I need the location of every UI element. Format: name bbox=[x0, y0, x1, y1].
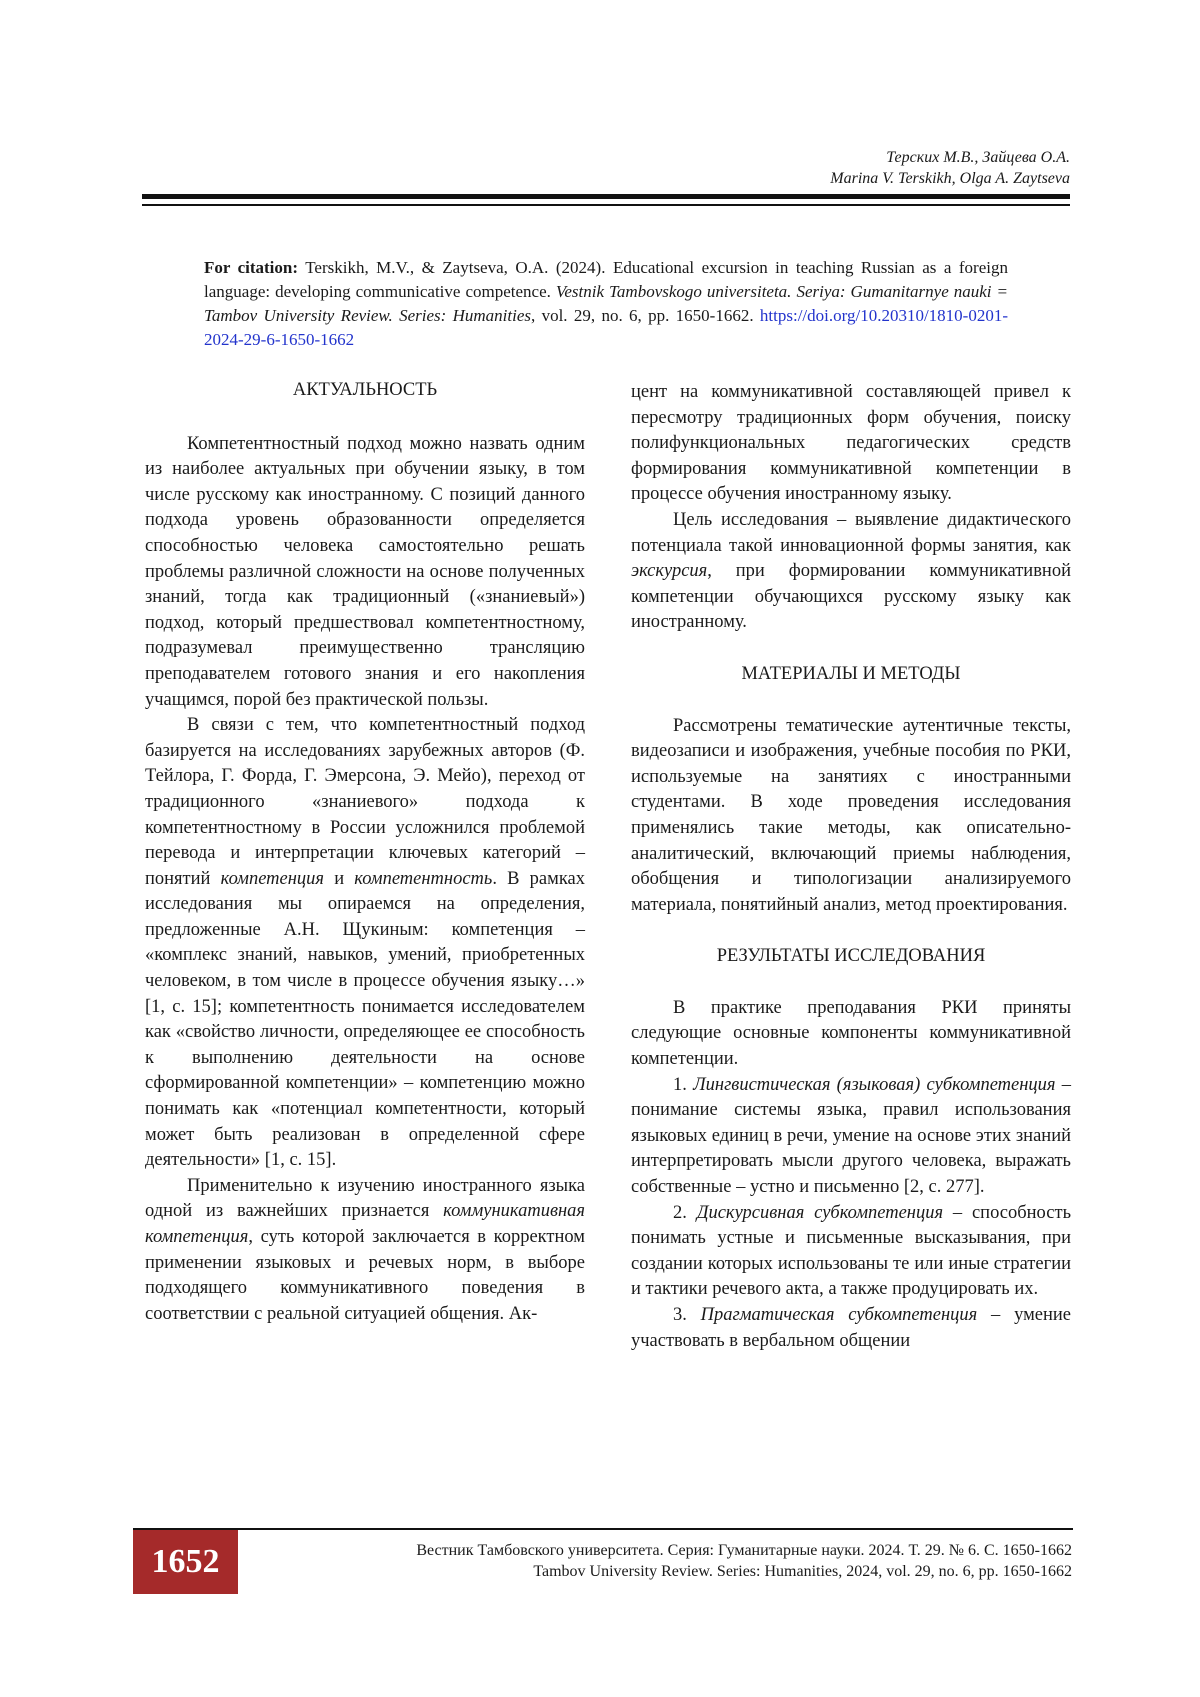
header-authors-en: Marina V. Terskikh, Olga A. Zaytseva bbox=[830, 170, 1070, 187]
header-rule-thin bbox=[142, 204, 1070, 206]
text-run: Применительно к изучению иностранного языка одной из важнейших признается bbox=[145, 1175, 585, 1222]
running-footer bbox=[416, 1540, 1072, 1582]
footer-rule bbox=[133, 1528, 1073, 1530]
term-italic: Прагматическая субкомпетенция bbox=[700, 1305, 978, 1325]
paragraph bbox=[631, 508, 1071, 636]
list-item bbox=[631, 1201, 1071, 1303]
text-run: Цель исследования – выявление дидактического потенциала такой инновационной формы занятия, как bbox=[631, 509, 1071, 556]
text-run: – умение участвовать в вербальном общении bbox=[631, 1305, 1072, 1351]
paragraph: Рассмотрены тематические аутентичные тексты, видеозаписи и изображения, учебные пособия по РКИ, используемые на занятиях с иностранными студентами. В ходе проведения исследования применялись такие методы, как описательно-аналитический, включающий приемы наблюдения, обобщения и типологизации анализируемого материала, понятийный анализ, метод проектирования. bbox=[631, 715, 1071, 915]
footer-line-ru: Вестник Тамбовского университета. Серия: Гуманитарные науки. 2024. Т. 29. № 6. С. 1650-1662 bbox=[416, 1542, 1072, 1559]
text-run: – способность понимать устные и письменные высказывания, при создании которых использованы те или иные стратегии и тактики речевого акта, а также продуцировать их. bbox=[631, 1202, 1072, 1300]
paragraph: В практике преподавания РКИ приняты следующие основные компоненты коммуникативной компетенции. bbox=[631, 997, 1071, 1070]
paragraph: цент на коммуникативной составляющей привел к пересмотру традиционных форм обучения, поиску полифункциональных педагогических средств формирования коммуникативной компетенции в процессе обучения иностранному языку. bbox=[631, 382, 1071, 505]
left-column bbox=[145, 378, 585, 1327]
item-number: 3. bbox=[673, 1305, 701, 1325]
citation-journal: Vestnik Tambovskogo universiteta. Seriya: Gumanitarnye nauki = Tambov University Review. Series: Humanities bbox=[204, 282, 1008, 325]
section-heading-results: РЕЗУЛЬТАТЫ ИССЛЕДОВАНИЯ bbox=[716, 946, 986, 967]
term-italic: компетентность bbox=[354, 868, 493, 889]
text-run: . В рамках исследования мы опираемся на определения, предложенные А.Н. Щукиным: компетенция – «комплекс знаний, навыков, умений, приобретенных человеком, в том числе в процессе обучения языку…» [1, с. 15]; компетентность понимается исследователем как «свойство личности, определяющее ее способность к выполнению деятельности на основе сформированной компетенции» – компетенцию можно понимать как «потенциал компетентности, который может быть реализован в определенной сфере деятельности» [1, с. 15]. bbox=[145, 868, 585, 1171]
text-run: , суть которой заключается в корректном применении языковых и речевых норм, в выборе подходящего коммуникативного поведения в соответствии с реальной ситуацией общения. Ак- bbox=[145, 1227, 585, 1324]
item-number: 2. bbox=[673, 1202, 697, 1223]
paragraph bbox=[145, 1174, 585, 1328]
section-heading-methods: МАТЕРИАЛЫ И МЕТОДЫ bbox=[741, 663, 961, 684]
term-italic: экскурсия bbox=[631, 561, 708, 582]
citation-label: For citation: bbox=[204, 258, 299, 277]
citation-block bbox=[204, 256, 1008, 352]
header-rule-thick bbox=[142, 194, 1070, 199]
text-run: – понимание системы языка, правил использования языковых единиц в речи, умение на основе этих знаний интерпретировать мысли другого человека, выражать собственные – устно и письменно [2, с. 277]. bbox=[631, 1074, 1072, 1198]
item-number: 1. bbox=[673, 1074, 694, 1095]
paragraph: Компетентностный подход можно назвать одним из наиболее актуальных при обучении языку, в том числе русскому как иностранному. С позиций данного подхода уровень образованности определяется способностью человека самостоятельно решать проблемы различной сложности на основе полученных знаний, тогда как традиционный («знаниевый») подход, который предшествовал компетентностному, подразумевал преимущественно трансляцию преподавателем готового знания и его накопления учащимся, порой без практической пользы. bbox=[145, 433, 585, 710]
doi-link[interactable]: https://doi.org/10.20310/1810-0201-2024-29-6-1650-1662 bbox=[204, 306, 1008, 349]
citation-text-2: , vol. 29, no. 6, pp. 1650-1662. bbox=[531, 306, 760, 325]
footer-line-en: Tambov University Review. Series: Humanities, 2024, vol. 29, no. 6, pp. 1650-1662 bbox=[533, 1563, 1072, 1580]
text-run: , при формировании коммуникативной компетенции обучающихся русскому языку как иностранному. bbox=[631, 561, 1071, 633]
text-run: и bbox=[324, 868, 355, 889]
list-item bbox=[631, 1073, 1071, 1201]
section-heading-relevance: АКТУАЛЬНОСТЬ bbox=[292, 380, 438, 400]
term-italic: Дискурсивная субкомпетенция bbox=[696, 1202, 944, 1223]
paragraph bbox=[145, 713, 585, 1174]
right-column bbox=[631, 380, 1071, 1354]
citation-text-1: Terskikh, M.V., & Zaytseva, O.A. (2024). Educational excursion in teaching Russian as a foreign language: developing communicative competence. bbox=[204, 258, 1008, 301]
running-header bbox=[830, 147, 1070, 189]
term-italic: коммуникативная компетенция bbox=[145, 1201, 585, 1247]
page-number-badge: 1652 bbox=[133, 1530, 238, 1594]
header-rule bbox=[142, 194, 1070, 206]
term-italic: компетенция bbox=[220, 868, 325, 889]
header-authors-ru: Терских М.В., Зайцева О.А. bbox=[886, 149, 1070, 166]
text-run: В связи с тем, что компетентностный подход базируется на исследованиях зарубежных авторов (Ф. Тейлора, Г. Форда, Г. Эмерсона, Э. Мейо), переход от традиционного «знаниевого» подхода к компетентностному в России усложнился проблемой перевода и интерпретации ключевых категорий – понятий bbox=[145, 715, 585, 889]
term-italic: Лингвистическая (языковая) субкомпетенция bbox=[693, 1074, 1056, 1095]
list-item bbox=[631, 1303, 1071, 1354]
